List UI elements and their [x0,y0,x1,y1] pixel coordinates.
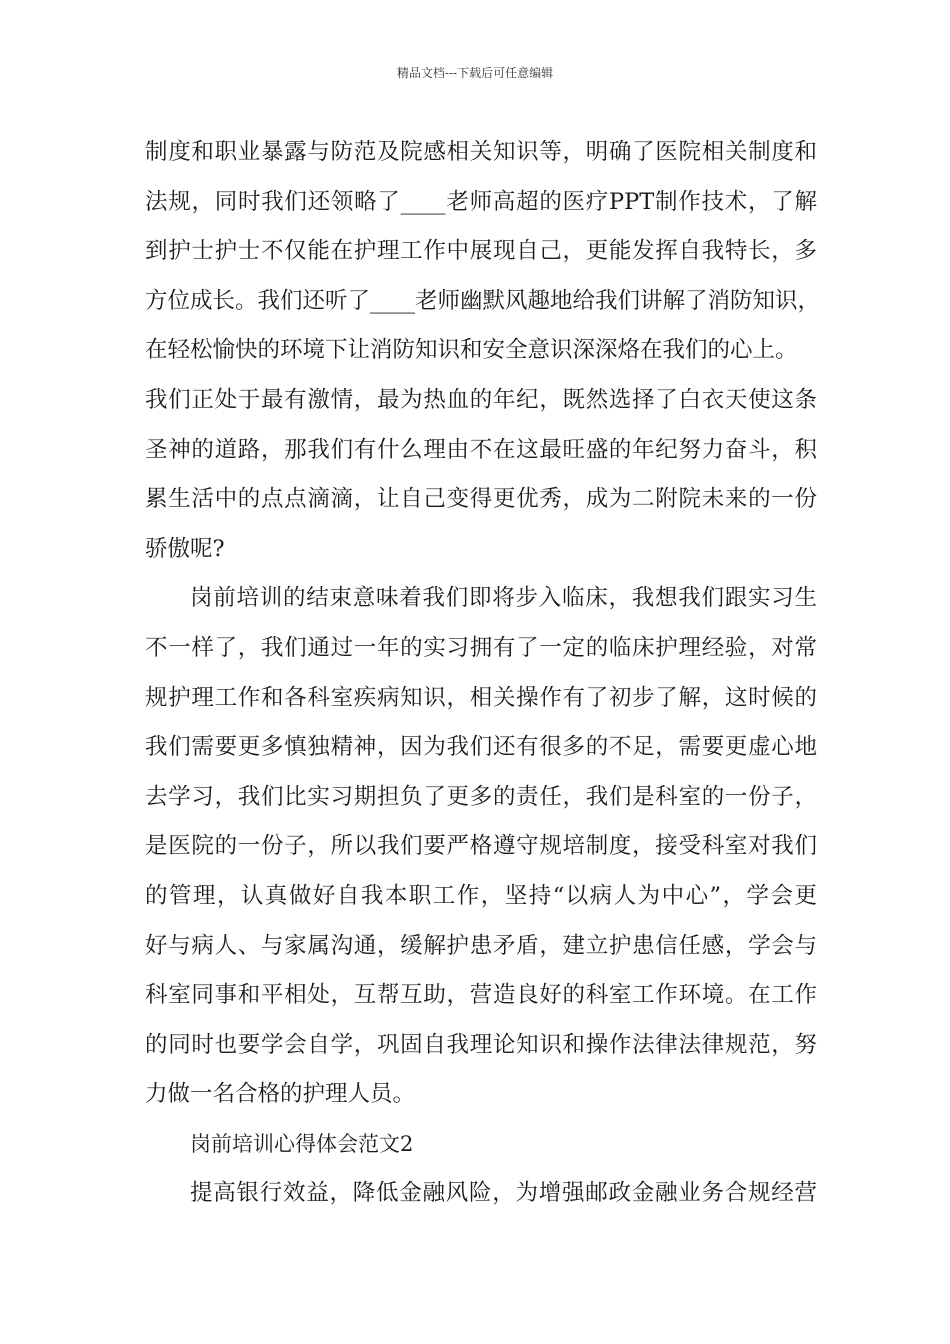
text-line: 去学习，我们比实习期担负了更多的责任，我们是科室的一份子， [145,783,817,810]
text-line: 的同时也要学会自学，巩固自我理论知识和操作法律法律规范，努 [145,1031,817,1058]
page-header: 精品文档---下载后可任意编辑 [396,66,554,80]
text-line: 我们正处于最有激情，最为热血的年纪，既然选择了白衣天使这条 [145,386,817,413]
text-line: 法规，同时我们还领略了____老师高超的医疗PPT制作技术，了解 [145,188,817,215]
text-line: 的管理，认真做好自我本职工作，坚持“以病人为中心”，学会更 [145,882,817,909]
paragraph-first-line: 岗前培训的结束意味着我们即将步入临床，我想我们跟实习生 [190,585,817,612]
document-body [145,128,821,1219]
text-line: 科室同事和平相处，互帮互助，营造良好的科室工作环境。在工作 [145,982,817,1009]
text-line: 制度和职业暴露与防范及院感相关知识等，明确了医院相关制度和 [145,139,817,165]
text-line: 我们需要更多慎独精神，因为我们还有很多的不足，需要更虚心地 [145,734,817,761]
text-line: 不一样了，我们通过一年的实习拥有了一定的临床护理经验，对常 [145,634,817,661]
text-line: 是医院的一份子，所以我们要严格遵守规培制度，接受科室对我们 [145,833,817,860]
text-line: 骄傲呢? [145,535,225,562]
section-heading: 岗前培训心得体会范文2 [190,1131,414,1156]
text-line: 方位成长。我们还听了____老师幽默风趣地给我们讲解了消防知识， [145,287,821,314]
text-line: 在轻松愉快的环境下让消防知识和安全意识深深烙在我们的心上。 [145,337,798,364]
text-line: 规护理工作和各科室疾病知识，相关操作有了初步了解，这时候的 [145,684,817,711]
text-line: 累生活中的点点滴滴，让自己变得更优秀，成为二附院未来的一份 [145,486,817,513]
text-line: 到护士护士不仅能在护理工作中展现自己，更能发挥自我特长，多 [145,238,817,265]
text-line: 力做一名合格的护理人员。 [145,1081,416,1108]
text-line: 圣神的道路，那我们有什么理由不在这最旺盛的年纪努力奋斗，积 [145,436,817,463]
text-line: 好与病人、与家属沟通，缓解护患矛盾，建立护患信任感，学会与 [145,932,817,959]
paragraph-first-line: 提高银行效益，降低金融风险，为增强邮政金融业务合规经营 [190,1180,817,1207]
